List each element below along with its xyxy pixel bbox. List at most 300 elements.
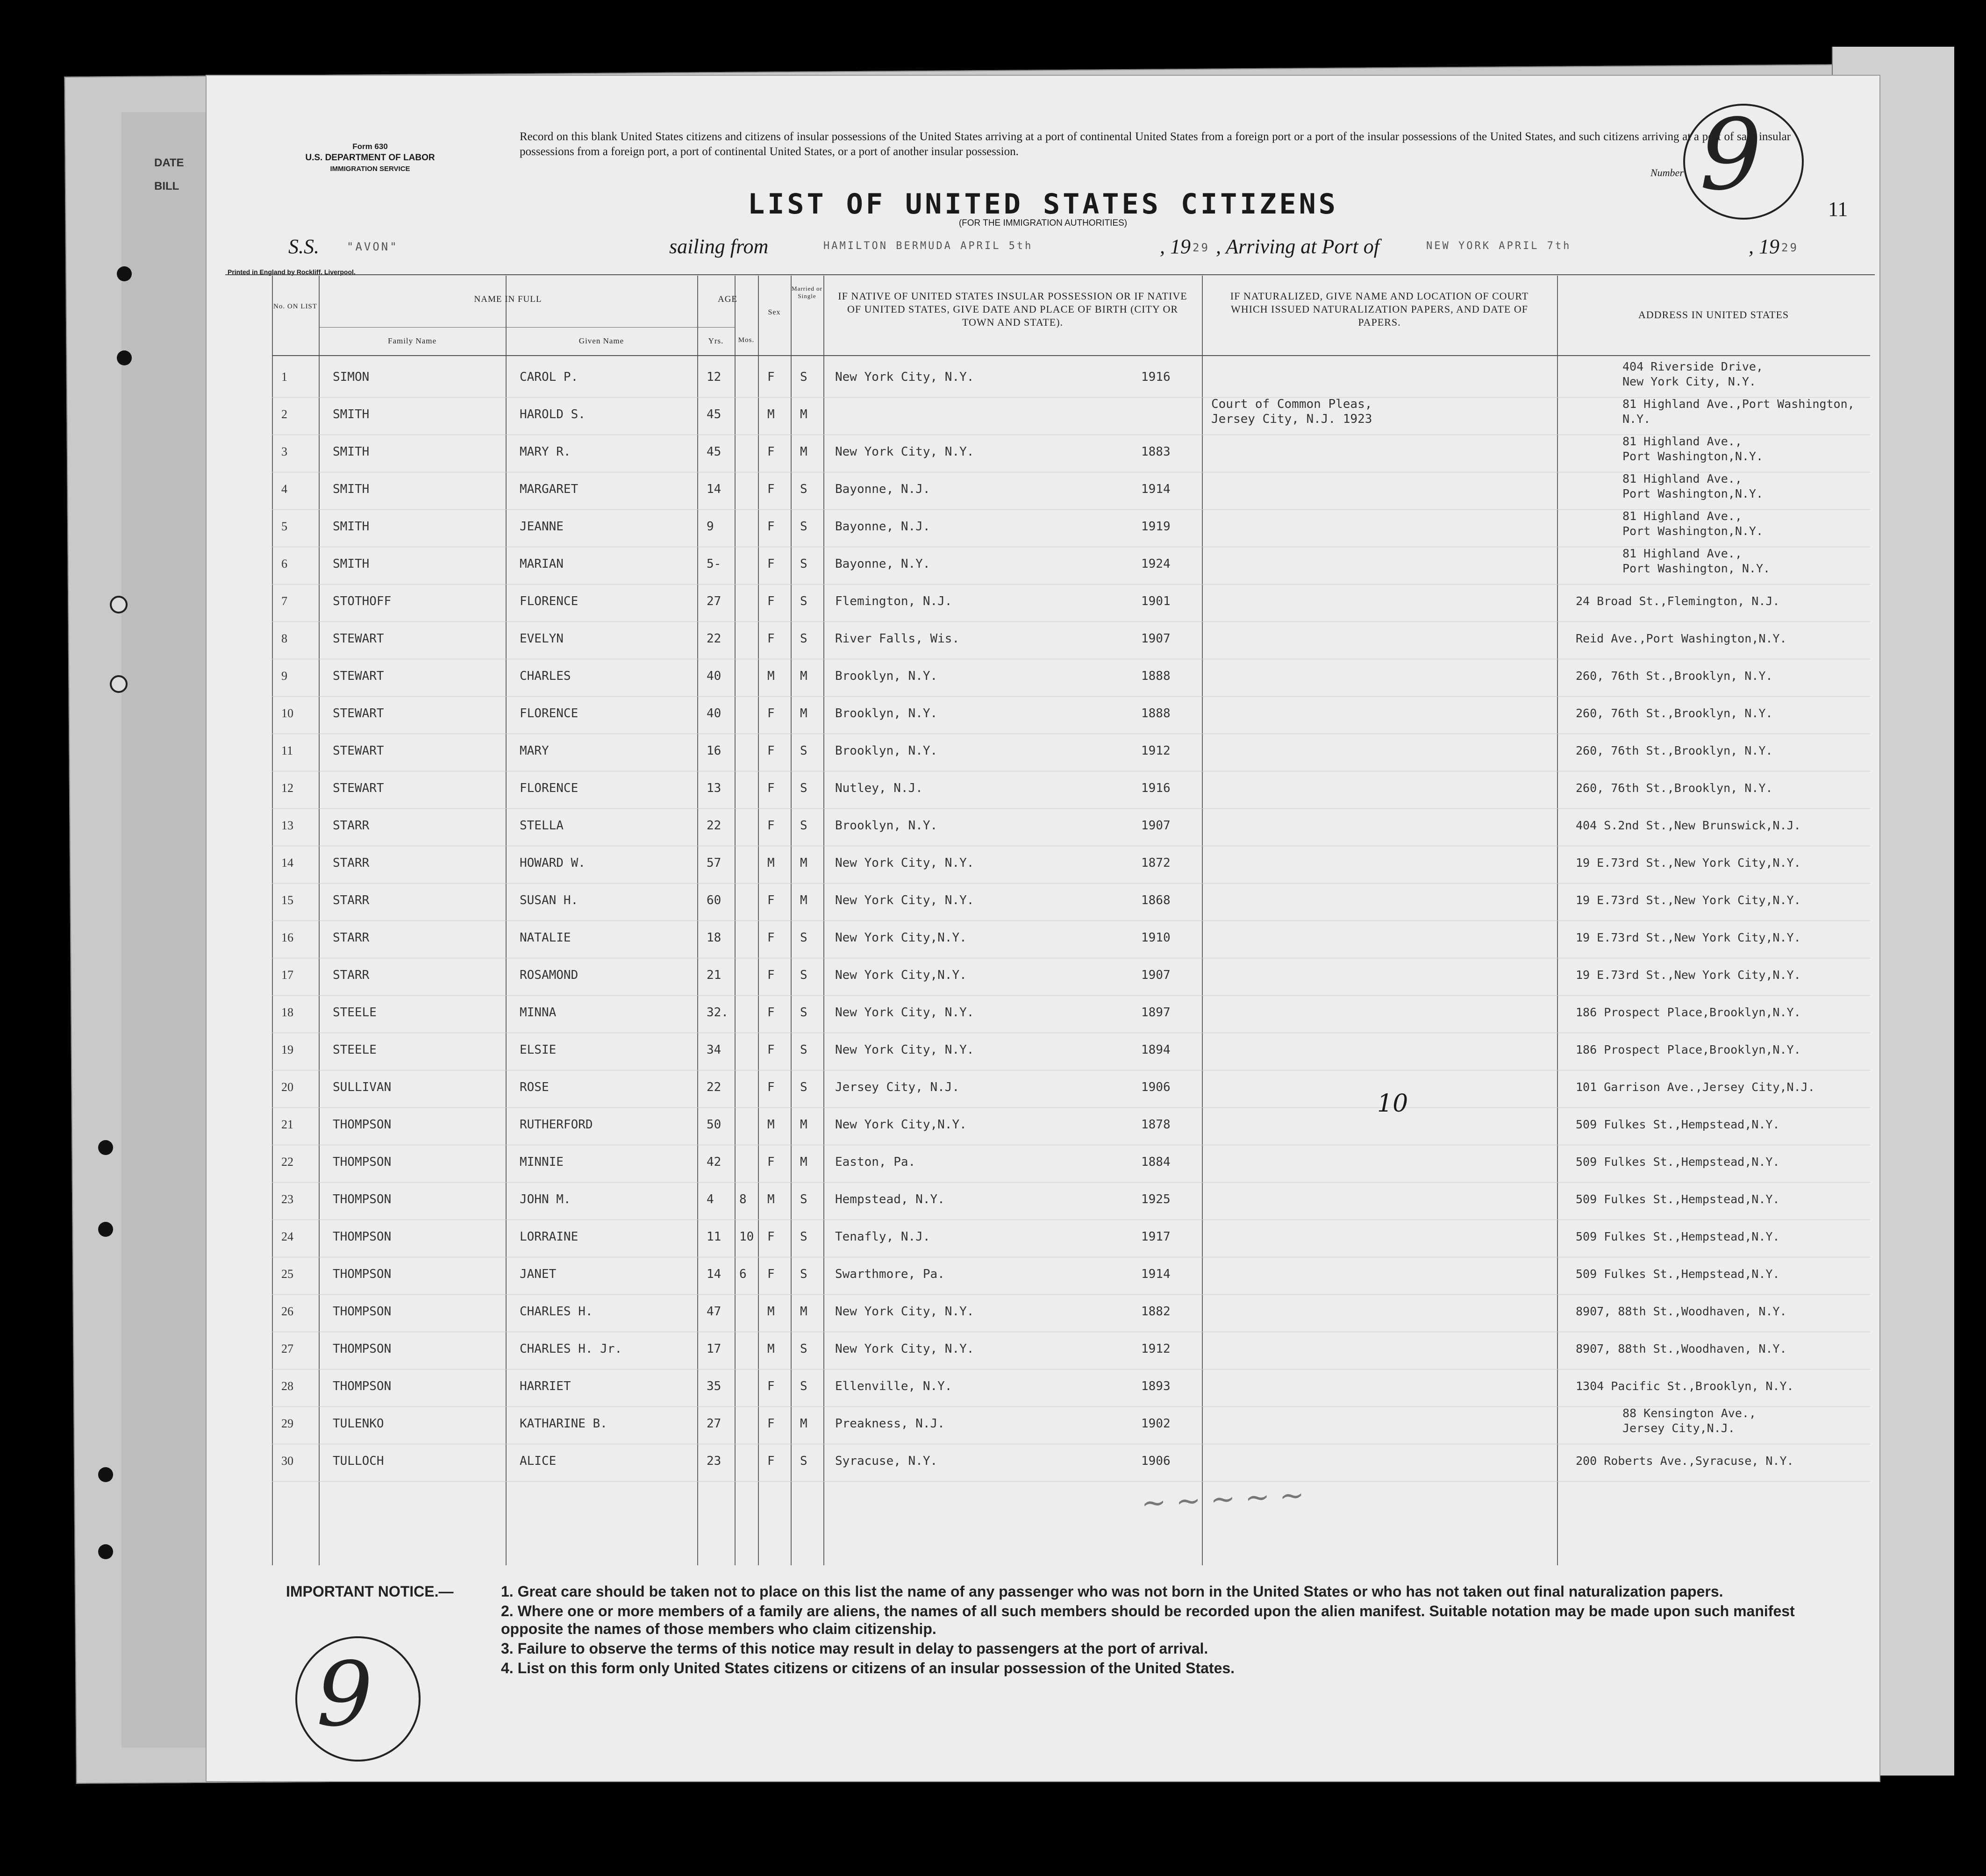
birth-place: Easton, Pa. (835, 1155, 916, 1169)
header-name-in-full: NAME IN FULL (474, 294, 542, 304)
given-name: LORRAINE (520, 1230, 579, 1244)
year-prefix-arrival: , 19 (1749, 235, 1779, 258)
birth-year: 1914 (1141, 1267, 1171, 1281)
handwritten-number: 10 (1377, 1090, 1408, 1118)
given-name: MARGARET (520, 482, 579, 496)
row-number: 3 (281, 445, 287, 458)
address: 186 Prospect Place,Brooklyn,N.Y. (1576, 1043, 1801, 1056)
notice-item: 1. Great care should be taken not to place on this list the name of any passenger who was not born in the United States or who has not taken out final naturalization papers. (501, 1583, 1723, 1600)
age-years: 22 (707, 632, 722, 646)
table-row (272, 1444, 1870, 1482)
age-years: 40 (707, 669, 722, 683)
record-instructions: Record on this blank United States citizens and citizens of insular possessions of the United States arriving at a port of continental United States from a foreign port or a port of the insular possessions of the United States, and such citizens arriving at a port of said insular possessions from a foreign port, a port of continental United States, or a port of another insular possession. (520, 130, 1791, 158)
sex: F (767, 931, 775, 945)
sex: F (767, 632, 775, 646)
family-name: STEELE (333, 1043, 377, 1057)
family-name: STEWART (333, 632, 384, 646)
age-years: 45 (707, 407, 722, 421)
header-address: ADDRESS IN UNITED STATES (1638, 309, 1789, 321)
family-name: THOMPSON (333, 1267, 392, 1281)
address: 404 Riverside Drive, (1622, 360, 1764, 373)
marital-status: S (800, 482, 807, 496)
age-years: 14 (707, 482, 722, 496)
marital-status: S (800, 1006, 807, 1020)
sex: F (767, 1155, 775, 1169)
binder-hole (110, 675, 128, 693)
age-years: 60 (707, 893, 722, 907)
birth-year: 1906 (1141, 1454, 1171, 1468)
given-name: RUTHERFORD (520, 1118, 593, 1132)
address-line-2: Port Washington,N.Y. (1622, 487, 1764, 500)
family-name: SMITH (333, 407, 370, 421)
year-prefix-departure: , 19 (1160, 235, 1191, 258)
birth-year: 1901 (1141, 594, 1171, 608)
age-years: 4 (707, 1192, 714, 1206)
given-name: CHARLES H. (520, 1305, 593, 1319)
address-line-2: Port Washington,N.Y. (1622, 524, 1764, 538)
marital-status: S (800, 1267, 807, 1281)
address: 8907, 88th St.,Woodhaven, N.Y. (1576, 1305, 1787, 1318)
notice-item: 4. List on this form only United States citizens or citizens of an insular possession of the United States. (501, 1660, 1235, 1676)
sex: F (767, 893, 775, 907)
given-name: MARY R. (520, 445, 571, 459)
header-rule (225, 274, 1875, 275)
table-row (272, 584, 1870, 622)
age-years: 18 (707, 931, 722, 945)
form-number: Form 630 (352, 142, 388, 151)
address-line-2: Port Washington,N.Y. (1622, 449, 1764, 463)
header-age: AGE (717, 294, 738, 304)
table-row (272, 771, 1870, 809)
family-name: SMITH (333, 520, 370, 534)
row-number: 13 (281, 819, 293, 832)
marital-status: S (800, 1230, 807, 1244)
marital-status: M (800, 893, 807, 907)
birth-place: Swarthmore, Pa. (835, 1267, 945, 1281)
address: 19 E.73rd St.,New York City,N.Y. (1576, 931, 1801, 944)
sailing-from-label: sailing from (669, 235, 769, 258)
sex: F (767, 1267, 775, 1281)
row-number: 14 (281, 856, 293, 870)
birth-place: River Falls, Wis. (835, 632, 960, 646)
birth-year: 1893 (1141, 1379, 1171, 1393)
notice-items (501, 1583, 1823, 1679)
marital-status: S (800, 1192, 807, 1206)
birth-year: 1888 (1141, 706, 1171, 720)
address: 81 Highland Ave., (1622, 509, 1742, 523)
birth-year: 1882 (1141, 1305, 1171, 1319)
marital-status: M (800, 856, 807, 870)
birth-place: Tenafly, N.J. (835, 1230, 930, 1244)
table-row (272, 1070, 1870, 1108)
birth-year: 1907 (1141, 819, 1171, 833)
birth-place: Brooklyn, N.Y. (835, 706, 938, 720)
marital-status: S (800, 1043, 807, 1057)
sex: F (767, 1379, 775, 1393)
departure-year: 29 (1193, 241, 1210, 254)
family-name: TULLOCH (333, 1454, 384, 1468)
address-line-2: Port Washington, N.Y. (1622, 562, 1771, 575)
birth-place: Bayonne, N.J. (835, 520, 930, 534)
marital-status: S (800, 370, 807, 384)
address: 101 Garrison Ave.,Jersey City,N.J. (1576, 1080, 1815, 1094)
table-row (272, 1220, 1870, 1257)
birth-place: Bayonne, N.Y. (835, 557, 930, 571)
address: 509 Fulkes St.,Hempstead,N.Y. (1576, 1192, 1780, 1206)
family-name: THOMPSON (333, 1192, 392, 1206)
marital-status: S (800, 819, 807, 833)
list-number-handwritten: 9 (1700, 98, 1762, 212)
family-name: TULENKO (333, 1417, 384, 1431)
family-name: SIMON (333, 370, 370, 384)
sex: F (767, 706, 775, 720)
family-name: STEELE (333, 1006, 377, 1020)
table-row (272, 1107, 1870, 1145)
table-row (272, 397, 1870, 435)
given-name: NATALIE (520, 931, 571, 945)
row-number: 22 (281, 1155, 293, 1169)
marital-status: S (800, 1342, 807, 1356)
address: 19 E.73rd St.,New York City,N.Y. (1576, 856, 1801, 870)
address-line-2: N.Y. (1622, 412, 1651, 426)
family-name: STARR (333, 968, 370, 982)
birth-year: 1916 (1141, 781, 1171, 795)
row-number: 2 (281, 407, 287, 421)
birth-place: Syracuse, N.Y. (835, 1454, 938, 1468)
given-name: HAROLD S. (520, 407, 586, 421)
sex: F (767, 1006, 775, 1020)
header-birth-info: IF NATIVE OF UNITED STATES INSULAR POSSESSION OR IF NATIVE OF UNITED STATES, GIVE DATE AND PLACE OF BIRTH (CITY OR TOWN AND STATE). (838, 290, 1187, 328)
age-years: 16 (707, 744, 722, 758)
row-number: 5 (281, 520, 287, 533)
naturalization-court: Court of Common Pleas, (1211, 397, 1372, 411)
notice-item: 3. Failure to observe the terms of this notice may result in delay to passengers at the port of arrival. (501, 1640, 1208, 1657)
given-name: ROSE (520, 1080, 549, 1094)
table-row (272, 1294, 1870, 1332)
address: 88 Kensington Ave., (1622, 1406, 1756, 1420)
age-years: 40 (707, 706, 722, 720)
row-number: 21 (281, 1118, 293, 1131)
family-name: STEWART (333, 669, 384, 683)
age-years: 42 (707, 1155, 722, 1169)
binder-hole (110, 596, 128, 613)
marital-status: S (800, 557, 807, 571)
sex: F (767, 1080, 775, 1094)
marital-status: S (800, 931, 807, 945)
age-years: 22 (707, 1080, 722, 1094)
page-number: 11 (1828, 198, 1848, 221)
age-years: 12 (707, 370, 722, 384)
service-name: IMMIGRATION SERVICE (330, 165, 410, 173)
table-row (272, 1145, 1870, 1183)
address-line-2: New York City, N.Y. (1622, 375, 1756, 388)
given-name: CHARLES H. Jr. (520, 1342, 622, 1356)
birth-place: Jersey City, N.J. (835, 1080, 960, 1094)
marital-status: M (800, 1417, 807, 1431)
family-name: STEWART (333, 744, 384, 758)
arriving-label: , Arriving at Port of (1216, 235, 1379, 258)
marital-status: M (800, 407, 807, 421)
family-name: STOTHOFF (333, 594, 392, 608)
arrival-year: 29 (1781, 241, 1799, 254)
birth-year: 1872 (1141, 856, 1171, 870)
marital-status: S (800, 1379, 807, 1393)
sex: F (767, 1417, 775, 1431)
birth-place: New York City, N.Y. (835, 1305, 974, 1319)
age-years: 35 (707, 1379, 722, 1393)
marital-status: S (800, 1454, 807, 1468)
row-number: 16 (281, 931, 293, 944)
age-years: 27 (707, 1417, 722, 1431)
row-number: 10 (281, 706, 293, 720)
header-given-name: Given Name (579, 336, 624, 345)
address: 260, 76th St.,Brooklyn, N.Y. (1576, 669, 1773, 683)
birth-year: 1878 (1141, 1118, 1171, 1132)
given-name: FLORENCE (520, 706, 579, 720)
birth-place: Bayonne, N.J. (835, 482, 930, 496)
table-row (272, 808, 1870, 846)
birth-place: New York City, N.Y. (835, 370, 974, 384)
manifest-sheet (206, 75, 1880, 1782)
address: 509 Fulkes St.,Hempstead,N.Y. (1576, 1155, 1780, 1169)
marital-status: M (800, 445, 807, 459)
age-years: 14 (707, 1267, 722, 1281)
given-name: JOHN M. (520, 1192, 571, 1206)
age-years: 5- (707, 557, 722, 571)
header-family-name: Family Name (387, 336, 436, 345)
age-years: 47 (707, 1305, 722, 1319)
age-years: 22 (707, 819, 722, 833)
table-row (272, 846, 1870, 884)
family-name: THOMPSON (333, 1155, 392, 1169)
birth-year: 1917 (1141, 1230, 1171, 1244)
underlying-page-left (121, 112, 215, 1748)
birth-year: 1924 (1141, 557, 1171, 571)
given-name: KATHARINE B. (520, 1417, 607, 1431)
birth-year: 1919 (1141, 520, 1171, 534)
sex: M (767, 1342, 775, 1356)
birth-place: Brooklyn, N.Y. (835, 744, 938, 758)
binder-hole (98, 1222, 113, 1237)
notice-lead: IMPORTANT NOTICE.— (286, 1583, 454, 1600)
birth-year: 1906 (1141, 1080, 1171, 1094)
marital-status: M (800, 706, 807, 720)
family-name: SMITH (333, 445, 370, 459)
given-name: EVELYN (520, 632, 564, 646)
address: 509 Fulkes St.,Hempstead,N.Y. (1576, 1118, 1780, 1131)
stub-bill-label: BILL (154, 180, 179, 193)
table-row (272, 435, 1870, 472)
age-years: 9 (707, 520, 714, 534)
sex: F (767, 594, 775, 608)
marital-status: M (800, 1155, 807, 1169)
table-row (272, 472, 1870, 510)
row-number: 27 (281, 1342, 293, 1355)
address: 8907, 88th St.,Woodhaven, N.Y. (1576, 1342, 1787, 1355)
age-years: 45 (707, 445, 722, 459)
family-name: STEWART (333, 781, 384, 795)
sex: M (767, 856, 775, 870)
age-years: 23 (707, 1454, 722, 1468)
age-years: 13 (707, 781, 722, 795)
age-years: 32. (707, 1006, 729, 1020)
header-age-years: Yrs. (708, 336, 724, 345)
given-name: SUSAN H. (520, 893, 579, 907)
table-row (272, 958, 1870, 996)
birth-place: New York City, N.Y. (835, 856, 974, 870)
birth-place: New York City, N.Y. (835, 445, 974, 459)
birth-place: New York City,N.Y. (835, 968, 967, 982)
header-married-single: Married or Single (792, 285, 822, 300)
row-number: 20 (281, 1080, 293, 1094)
sex: M (767, 407, 775, 421)
table-row (272, 659, 1870, 697)
birth-year: 1883 (1141, 445, 1171, 459)
sex: F (767, 968, 775, 982)
address: 509 Fulkes St.,Hempstead,N.Y. (1576, 1267, 1780, 1281)
sex: M (767, 1192, 775, 1206)
birth-place: Brooklyn, N.Y. (835, 669, 938, 683)
table-row (272, 1257, 1870, 1295)
marital-status: S (800, 968, 807, 982)
sex: F (767, 1043, 775, 1057)
table-row (272, 360, 1870, 398)
table-row (272, 1332, 1870, 1370)
given-name: STELLA (520, 819, 564, 833)
row-number: 28 (281, 1379, 293, 1393)
table-row (272, 1182, 1870, 1220)
row-number: 6 (281, 557, 287, 571)
given-name: FLORENCE (520, 781, 579, 795)
birth-place: New York City, N.Y. (835, 1043, 974, 1057)
family-name: THOMPSON (333, 1305, 392, 1319)
given-name: JANET (520, 1267, 557, 1281)
sex: F (767, 819, 775, 833)
family-name: SMITH (333, 482, 370, 496)
sex: M (767, 1305, 775, 1319)
document-subtitle: (FOR THE IMMIGRATION AUTHORITIES) (958, 218, 1128, 228)
family-name: THOMPSON (333, 1342, 392, 1356)
row-number: 9 (281, 669, 287, 683)
age-years: 57 (707, 856, 722, 870)
marital-status: S (800, 594, 807, 608)
marital-status: S (800, 632, 807, 646)
address: 260, 76th St.,Brooklyn, N.Y. (1576, 706, 1773, 720)
row-number: 4 (281, 482, 287, 496)
birth-year: 1916 (1141, 370, 1171, 384)
binder-hole (117, 266, 132, 281)
row-number: 30 (281, 1454, 293, 1468)
family-name: STARR (333, 893, 370, 907)
sex: F (767, 557, 775, 571)
given-name: MINNIE (520, 1155, 564, 1169)
bottom-number-handwritten: 9 (316, 1643, 373, 1746)
marital-status: S (800, 781, 807, 795)
family-name: STARR (333, 819, 370, 833)
header-naturalization: IF NATURALIZED, GIVE NAME AND LOCATION OF COURT WHICH ISSUED NATURALIZATION PAPERS, AND DATE OF PAPERS. (1230, 290, 1529, 328)
table-row (272, 696, 1870, 734)
given-name: CAROL P. (520, 370, 579, 384)
marital-status: S (800, 520, 807, 534)
given-name: JEANNE (520, 520, 564, 534)
birth-place: New York City, N.Y. (835, 1006, 974, 1020)
departure-port-date: HAMILTON BERMUDA APRIL 5th (823, 240, 1033, 252)
address: 509 Fulkes St.,Hempstead,N.Y. (1576, 1230, 1780, 1243)
birth-year: 1912 (1141, 744, 1171, 758)
table-row (272, 734, 1870, 771)
age-months: 8 (739, 1192, 747, 1206)
family-name: SMITH (333, 557, 370, 571)
passenger-table (272, 276, 1870, 1565)
given-name: FLORENCE (520, 594, 579, 608)
address: 81 Highland Ave., (1622, 547, 1742, 560)
birth-year: 1897 (1141, 1006, 1171, 1020)
address: 24 Broad St.,Flemington, N.J. (1576, 594, 1780, 608)
row-number: 23 (281, 1192, 293, 1206)
age-months: 6 (739, 1267, 747, 1281)
binder-hole (98, 1544, 113, 1559)
sex: F (767, 1454, 775, 1468)
address: 260, 76th St.,Brooklyn, N.Y. (1576, 781, 1773, 795)
birth-place: New York City,N.Y. (835, 1118, 967, 1132)
sex: F (767, 445, 775, 459)
row-number: 18 (281, 1006, 293, 1019)
marital-status: S (800, 1080, 807, 1094)
birth-year: 1912 (1141, 1342, 1171, 1356)
birth-year: 1868 (1141, 893, 1171, 907)
family-name: THOMPSON (333, 1230, 392, 1244)
header-bottom-rule (272, 355, 1870, 356)
birth-place: Brooklyn, N.Y. (835, 819, 938, 833)
given-name: MARIAN (520, 557, 564, 571)
sex: F (767, 482, 775, 496)
sex: M (767, 1118, 775, 1132)
printer-credit: Printed in England by Rockliff, Liverpool. (228, 268, 356, 276)
table-row (272, 509, 1870, 547)
form-identifier (291, 141, 450, 175)
age-years: 50 (707, 1118, 722, 1132)
family-name: THOMPSON (333, 1118, 392, 1132)
birth-place: Preakness, N.J. (835, 1417, 945, 1431)
inspector-signature-scrawl: ~ ~ ~ ~ ~ (1140, 1477, 1306, 1521)
row-number: 25 (281, 1267, 293, 1281)
address: 1304 Pacific St.,Brooklyn, N.Y. (1576, 1379, 1794, 1393)
birth-year: 1907 (1141, 632, 1171, 646)
birth-year: 1884 (1141, 1155, 1171, 1169)
address-line-2: Jersey City,N.J. (1622, 1421, 1735, 1435)
row-number: 19 (281, 1043, 293, 1056)
address: 19 E.73rd St.,New York City,N.Y. (1576, 968, 1801, 982)
birth-place: New York City, N.Y. (835, 1342, 974, 1356)
ss-label: S.S. (288, 235, 319, 258)
row-number: 8 (281, 632, 287, 645)
row-number: 15 (281, 893, 293, 907)
header-sex: Sex (768, 308, 781, 316)
binder-hole (98, 1140, 113, 1155)
family-name: STEWART (333, 706, 384, 720)
address: 19 E.73rd St.,New York City,N.Y. (1576, 893, 1801, 907)
birth-place: New York City, N.Y. (835, 893, 974, 907)
subheader-rule (319, 327, 735, 328)
age-years: 17 (707, 1342, 722, 1356)
stub-date-label: DATE (154, 157, 184, 169)
sex: F (767, 1230, 775, 1244)
address: 260, 76th St.,Brooklyn, N.Y. (1576, 744, 1773, 757)
document-title: LIST OF UNITED STATES CITIZENS (748, 188, 1338, 221)
sex: F (767, 370, 775, 384)
table-row (272, 1406, 1870, 1444)
row-number: 11 (281, 744, 293, 757)
